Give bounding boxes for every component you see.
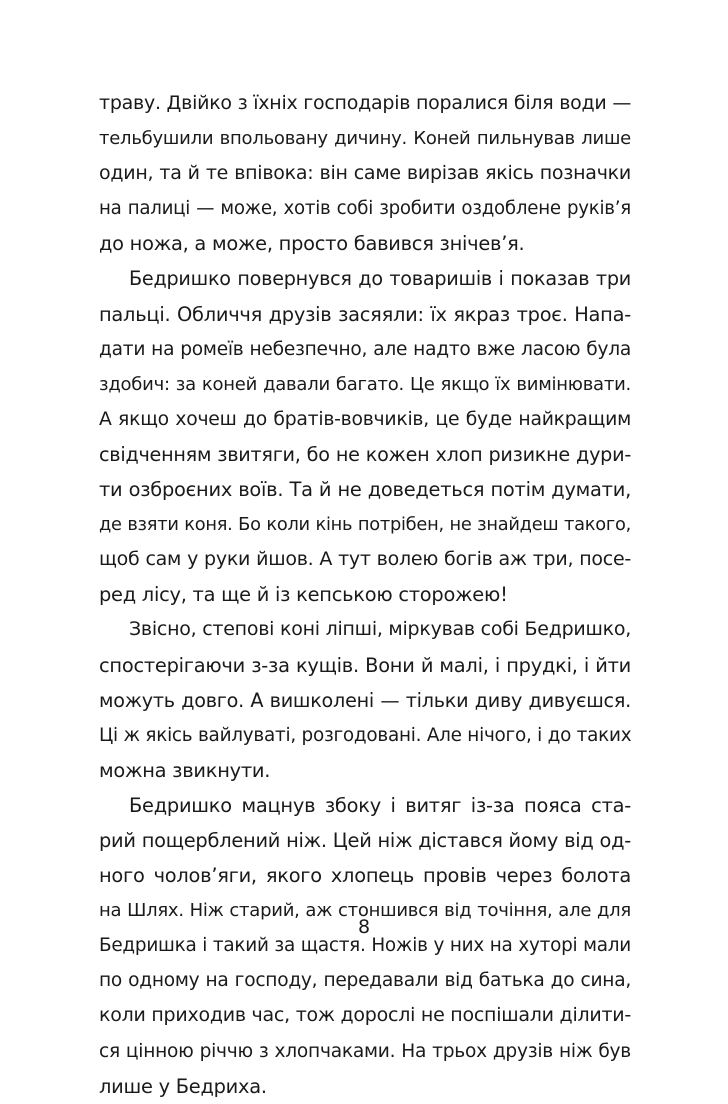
text-line: А якщо хочеш до братів-вовчиків, це буде найкращим	[99, 408, 631, 430]
text-line: Ці ж якісь вайлуваті, розгодовані. Але нічого, і до таких	[99, 724, 632, 746]
text-line: на Шлях. Ніж старий, аж стоншився від точіння, але для	[99, 900, 631, 922]
text-line: ного чолов’яги, якого хлопець провів через болота	[99, 864, 631, 888]
text-line: тельбушили впольовану дичину. Коней пильнував лише	[99, 128, 631, 150]
text-line: спостерігаючи з-за кущів. Вони й малі, і прудкі, і йти	[99, 653, 631, 677]
paragraph-3	[99, 612, 631, 787]
text-line: дати на ромеїв небезпечно, але надто вже ласою була	[99, 338, 631, 360]
paragraph-1	[99, 86, 631, 261]
text-line: де взяти коня. Бо коли кінь потрібен, не знайдеш такого,	[99, 514, 631, 536]
text-line: коли приходив час, тож дорослі не поспішали ділити-	[99, 1004, 631, 1027]
text-line: траву. Двійко з їхніх господарів поралися біля води —	[99, 92, 632, 114]
text-line: Звісно, степові коні ліпші, міркував собі Бедришко,	[129, 618, 632, 641]
text-line: ти озброєних воїв. Та й не доведеться потім думати,	[99, 478, 631, 502]
text-line: лише у Бедриха.	[99, 1074, 267, 1098]
text-line: пальці. Обличчя друзів засяяли: їх якраз троє. Напа-	[99, 302, 631, 326]
text-line: здобич: за коней давали багато. Це якщо їх вимінювати.	[99, 373, 631, 395]
text-line: Бедришка і такий за щастя. Ножів у них на хуторі мали	[99, 935, 631, 957]
text-line: можуть довго. А вишколені — тільки диву дивуєшся.	[99, 688, 631, 712]
text-line: можна звикнути.	[99, 758, 271, 782]
text-line: Бедришко повернувся до товаришів і показав три	[129, 267, 631, 291]
page-number: 8	[357, 916, 371, 938]
text-line: до ножа, а може, просто бавився знічев’я.	[99, 232, 525, 256]
page-body-text	[99, 86, 631, 1104]
paragraph-2	[99, 261, 631, 612]
text-line: ред лісу, та ще й із кепською сторожею!	[99, 583, 508, 607]
text-line: на палиці — може, хотів собі зробити оздоблене руків’я	[99, 198, 631, 220]
text-line: щоб сам у руки йшов. А тут волею богів аж три, посе-	[99, 548, 631, 571]
text-line: свідченням звитяги, бо не кожен хлоп ризикне дури-	[99, 442, 631, 466]
text-line: рий пощерблений ніж. Цей ніж дістався йому від од-	[99, 828, 631, 852]
text-line: Бедришко мацнув збоку і витяг із-за пояса ста-	[129, 793, 631, 817]
text-line: один, та й те впівока: він саме вирізав якісь позначки	[99, 162, 631, 185]
text-line: по одному на господу, передавали від батька до сина,	[99, 970, 631, 992]
text-line: ся цінною річчю з хлопчаками. На трьох друзів ніж був	[99, 1040, 631, 1062]
paragraph-4	[99, 788, 631, 1104]
